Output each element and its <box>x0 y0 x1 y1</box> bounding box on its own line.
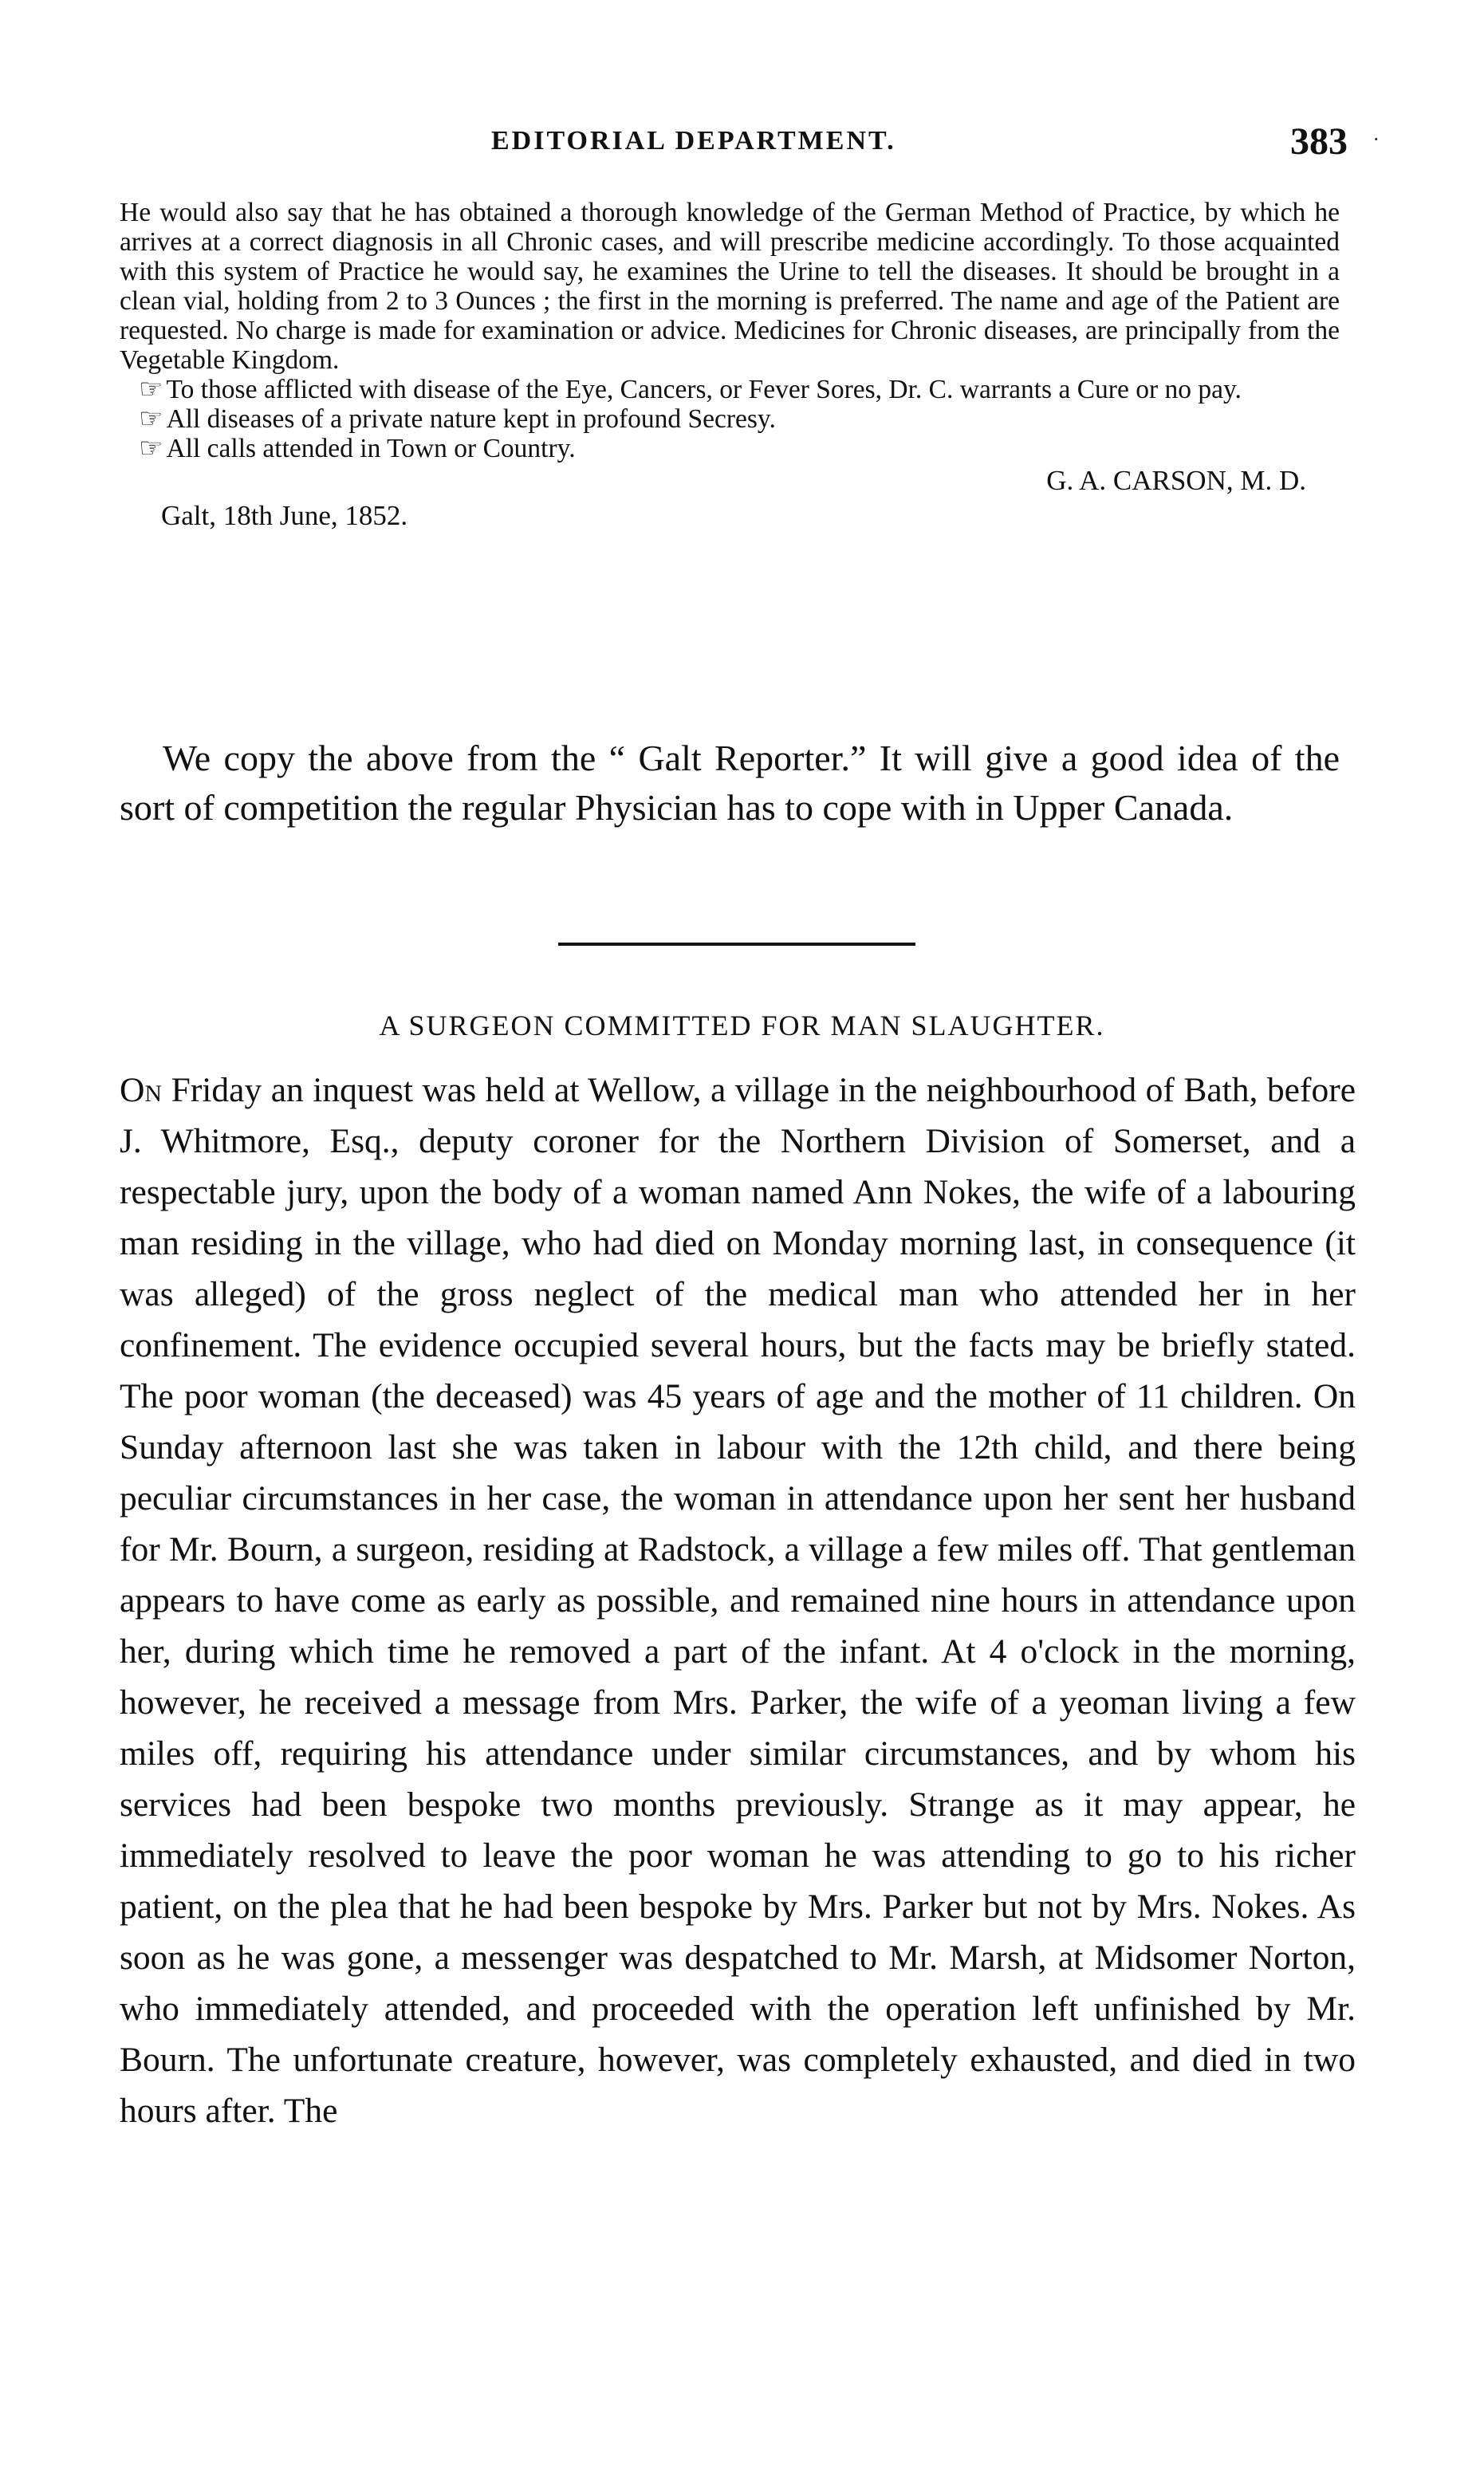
margin-mark: · <box>1372 128 1380 151</box>
article-body <box>120 1065 1356 2136</box>
notice-calls-attended <box>120 434 1340 463</box>
running-title: EDITORIAL DEPARTMENT. <box>491 126 896 155</box>
notice-eye-cancers <box>120 375 1340 404</box>
notice-text: To those afflicted with disease of the Eye, Cancers, or Fever Sores, Dr. C. warrants a Cure or no pay. <box>166 375 1242 404</box>
advertisement-body: He would also say that he has obtained a thorough knowledge of the German Method of Practice, by which he arrives at a correct diagnosis in all Chronic cases, and will prescribe medicine accordingly. To those acquainted with this system of Practice he would say, he examines the Urine to tell the diseases. It should be brought in a clean vial, holding from 2 to 3 Ounces ; the first in the morning is preferred. The name and age of the Patient are requested. No charge is made for examination or advice. Medicines for Chronic diseases, are principally from the Vegetable Kingdom. <box>120 198 1340 375</box>
editor-note <box>120 734 1340 833</box>
article-text: Friday an inquest was held at Wellow, a village in the neighbourhood of Bath, before J. Whitmore, Esq., deputy coroner for the Northern Division of Somerset, and a respectable jury, upon the body of a woman named Ann Nokes, the wife of a labouring man residing in the village, who had died on Monday morning last, in consequence (it was alleged) of the gross neglect of the medical man who attended her in her confinement. The evidence occupied several hours, but the facts may be briefly stated. The poor woman (the deceased) was 45 years of age and the mother of 11 children. On Sunday afternoon last she was taken in labour with the 12th child, and there being peculiar circumstances in her case, the woman in attendance upon her sent her husband for Mr. Bourn, a surgeon, residing at Radstock, a village a few miles off. That gentleman appears to have come as early as possible, and remained nine hours in attendance upon her, during which time he removed a part of the infant. At 4 o'clock in the morning, however, he received a message from Mrs. Parker, the wife of a yeoman living a few miles off, requiring his attendance under similar circumstances, and by whom his services had been bespoke two months previously. Strange as it may appear, he immediately resolved to leave the poor woman he was attending to go to his richer patient, on the plea that he had been bespoke by Mrs. Parker but not by Mrs. Nokes. As soon as he was gone, a messenger was despatched to Mr. Marsh, at Midsomer Norton, who immediately attended, and proceeded with the operation left unfinished by Mr. Bourn. The unfortunate creature, however, was completely exhausted, and died in two hours after. The <box>120 1071 1356 2130</box>
notice-text: All diseases of a private nature kept in profound Secresy. <box>166 404 776 434</box>
opening-word: On <box>120 1071 163 1109</box>
notice-private-diseases <box>120 404 1340 434</box>
pointing-hand-icon: ☞ <box>139 434 163 463</box>
pointing-hand-icon: ☞ <box>139 404 163 434</box>
pointing-hand-icon: ☞ <box>139 375 163 404</box>
signature-name: G. A. CARSON, M. D. <box>1046 465 1306 496</box>
notice-text: All calls attended in Town or Country. <box>166 434 576 463</box>
signature-block <box>120 465 1340 500</box>
page-number: 383 <box>1290 120 1348 163</box>
article-title: A SURGEON COMMITTED FOR MAN SLAUGHTER. <box>379 1010 1105 1041</box>
article-paragraph <box>120 1065 1356 2136</box>
section-divider <box>558 943 915 946</box>
editor-note-text: We copy the above from the “ Galt Reporter.” It will give a good idea of the sort of competition the regular Physician has to cope with in Upper Canada. <box>120 738 1340 828</box>
running-head <box>120 120 1380 167</box>
dateline: Galt, 18th June, 1852. <box>161 500 408 531</box>
physician-advertisement <box>120 198 1340 532</box>
